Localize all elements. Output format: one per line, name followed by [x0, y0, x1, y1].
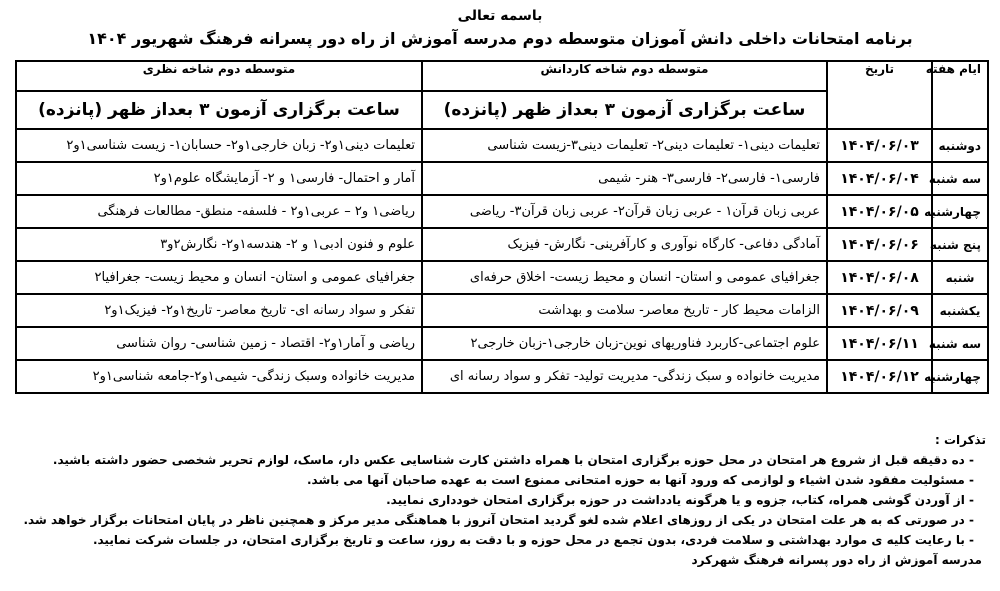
- row-day: شنبه: [932, 261, 988, 294]
- row-nazari-subjects: آمار و احتمال- فارسی۱ و ۲- آزمایشگاه علوم۱و۲: [16, 162, 422, 195]
- note-item: - با رعایت کلیه ی موارد بهداشتی و سلامت فردی، بدون تجمع در محل حوزه و با دقت به روز، ساعت و تاریخ برگزاری امتحان، در جلسات شرکت نمایید.: [14, 530, 974, 550]
- exam-time-kardanesh: ساعت برگزاری آزمون ۳ بعداز ظهر (پانزده): [422, 91, 827, 129]
- table-row: [16, 228, 988, 261]
- row-nazari-subjects: تعلیمات دینی۱و۲- زبان خارجی۱و۲- حسابان۱- زیست شناسی۱و۲: [16, 129, 422, 162]
- column-header-kardanesh: متوسطه دوم شاخه کاردانش: [422, 61, 827, 91]
- row-date: ۱۴۰۴/۰۶/۰۸: [827, 261, 932, 294]
- row-nazari-subjects: جغرافیای عمومی و استان- انسان و محیط زیست- جغرافیا۲: [16, 261, 422, 294]
- row-date: ۱۴۰۴/۰۶/۰۶: [827, 228, 932, 261]
- row-nazari-subjects: ریاضی۱ و۲ – عربی۱و۲ - فلسفه- منطق- مطالعات فرهنگی: [16, 195, 422, 228]
- row-kardanesh-subjects: مدیریت خانواده و سبک زندگی- مدیریت تولید- تفکر و سواد رسانه ای: [422, 360, 827, 393]
- header-bismillah: باسمه تعالی: [457, 8, 543, 24]
- note-item: - مسئولیت مفقود شدن اشیاء و لوازمی که ورود آنها به حوزه امتحانی ممنوع است به عهده صاحبان آنها می باشد.: [14, 470, 974, 490]
- school-signature: مدرسه آموزش از راه دور پسرانه فرهنگ شهرکرد: [691, 553, 982, 567]
- table-row: [16, 294, 988, 327]
- table-row: [16, 327, 988, 360]
- row-day: چهارشنبه: [932, 195, 988, 228]
- note-item: - از آوردن گوشی همراه، کتاب، جزوه و یا هرگونه یادداشت در حوزه برگزاری امتحان خودداری نمایید.: [14, 490, 974, 510]
- table-row: [16, 195, 988, 228]
- notes-list: [14, 450, 986, 550]
- notes-section: [14, 430, 986, 570]
- column-header-nazari: متوسطه دوم شاخه نظری: [16, 61, 422, 91]
- column-header-day: ایام هفته: [932, 61, 988, 129]
- row-nazari-subjects: تفکر و سواد رسانه ای- تاریخ معاصر- تاریخ۱و۲- فیزیک۱و۲: [16, 294, 422, 327]
- row-kardanesh-subjects: علوم اجتماعی-کاربرد فناوریهای نوین-زبان خارجی۱-زبان خارجی۲: [422, 327, 827, 360]
- row-nazari-subjects: علوم و فنون ادبی۱ و ۲- هندسه۱و۲- نگارش۲و۳: [16, 228, 422, 261]
- row-kardanesh-subjects: آمادگی دفاعی- کارگاه نوآوری و کارآفرینی- نگارش- فیزیک: [422, 228, 827, 261]
- table-row: [16, 261, 988, 294]
- table-row: [16, 129, 988, 162]
- table-row: [16, 360, 988, 393]
- row-date: ۱۴۰۴/۰۶/۰۳: [827, 129, 932, 162]
- row-kardanesh-subjects: عربی زبان قرآن۱ - عربی زبان قرآن۲- عربی زبان قرآن۳- ریاضی: [422, 195, 827, 228]
- row-kardanesh-subjects: فارسی۱- فارسی۲- فارسی۳- هنر- شیمی: [422, 162, 827, 195]
- row-nazari-subjects: مدیریت خانواده وسبک زندگی- شیمی۱و۲-جامعه شناسی۱و۲: [16, 360, 422, 393]
- row-kardanesh-subjects: الزامات محیط کار - تاریخ معاصر- سلامت و بهداشت: [422, 294, 827, 327]
- row-kardanesh-subjects: تعلیمات دینی۱- تعلیمات دینی۲- تعلیمات دینی۳-زیست شناسی: [422, 129, 827, 162]
- table-row: [16, 162, 988, 195]
- row-nazari-subjects: ریاضی و آمار۱و۲- اقتصاد - زمین شناسی- روان شناسی: [16, 327, 422, 360]
- row-day: دوشنبه: [932, 129, 988, 162]
- exam-time-nazari: ساعت برگزاری آزمون ۳ بعداز ظهر (پانزده): [16, 91, 422, 129]
- row-date: ۱۴۰۴/۰۶/۱۱: [827, 327, 932, 360]
- row-day: سه شنبه: [932, 327, 988, 360]
- schedule-table: [15, 60, 989, 394]
- row-day: چهارشنبه: [932, 360, 988, 393]
- notes-title: تذکرات :: [934, 433, 986, 447]
- row-day: یکشنبه: [932, 294, 988, 327]
- row-day: پنج شنبه: [932, 228, 988, 261]
- page-title: برنامه امتحانات داخلی دانش آموزان متوسطه دوم مدرسه آموزش از راه دور پسرانه فرهنگ شهریور ۱۴۰۴: [87, 29, 913, 48]
- table-header-row: [16, 61, 988, 91]
- note-item: - در صورتی که به هر علت امتحان در یکی از روزهای اعلام شده لغو گردید امتحان آنروز با هماهنگی مدیر مرکز و همچنین ناظر در پایان امتحانات برگزار خواهد شد.: [14, 510, 974, 530]
- column-header-date: تاریخ: [827, 61, 932, 129]
- note-item: - ده دقیقه قبل از شروع هر امتحان در محل حوزه برگزاری امتحان با همراه داشتن کارت شناسایی عکس دار، ماسک، لوازم تحریر شخصی حضور داشته باشید.: [14, 450, 974, 470]
- row-date: ۱۴۰۴/۰۶/۱۲: [827, 360, 932, 393]
- row-date: ۱۴۰۴/۰۶/۰۹: [827, 294, 932, 327]
- row-kardanesh-subjects: جغرافیای عمومی و استان- انسان و محیط زیست- اخلاق حرفه‌ای: [422, 261, 827, 294]
- row-date: ۱۴۰۴/۰۶/۰۵: [827, 195, 932, 228]
- row-date: ۱۴۰۴/۰۶/۰۴: [827, 162, 932, 195]
- row-day: سه شنبه: [932, 162, 988, 195]
